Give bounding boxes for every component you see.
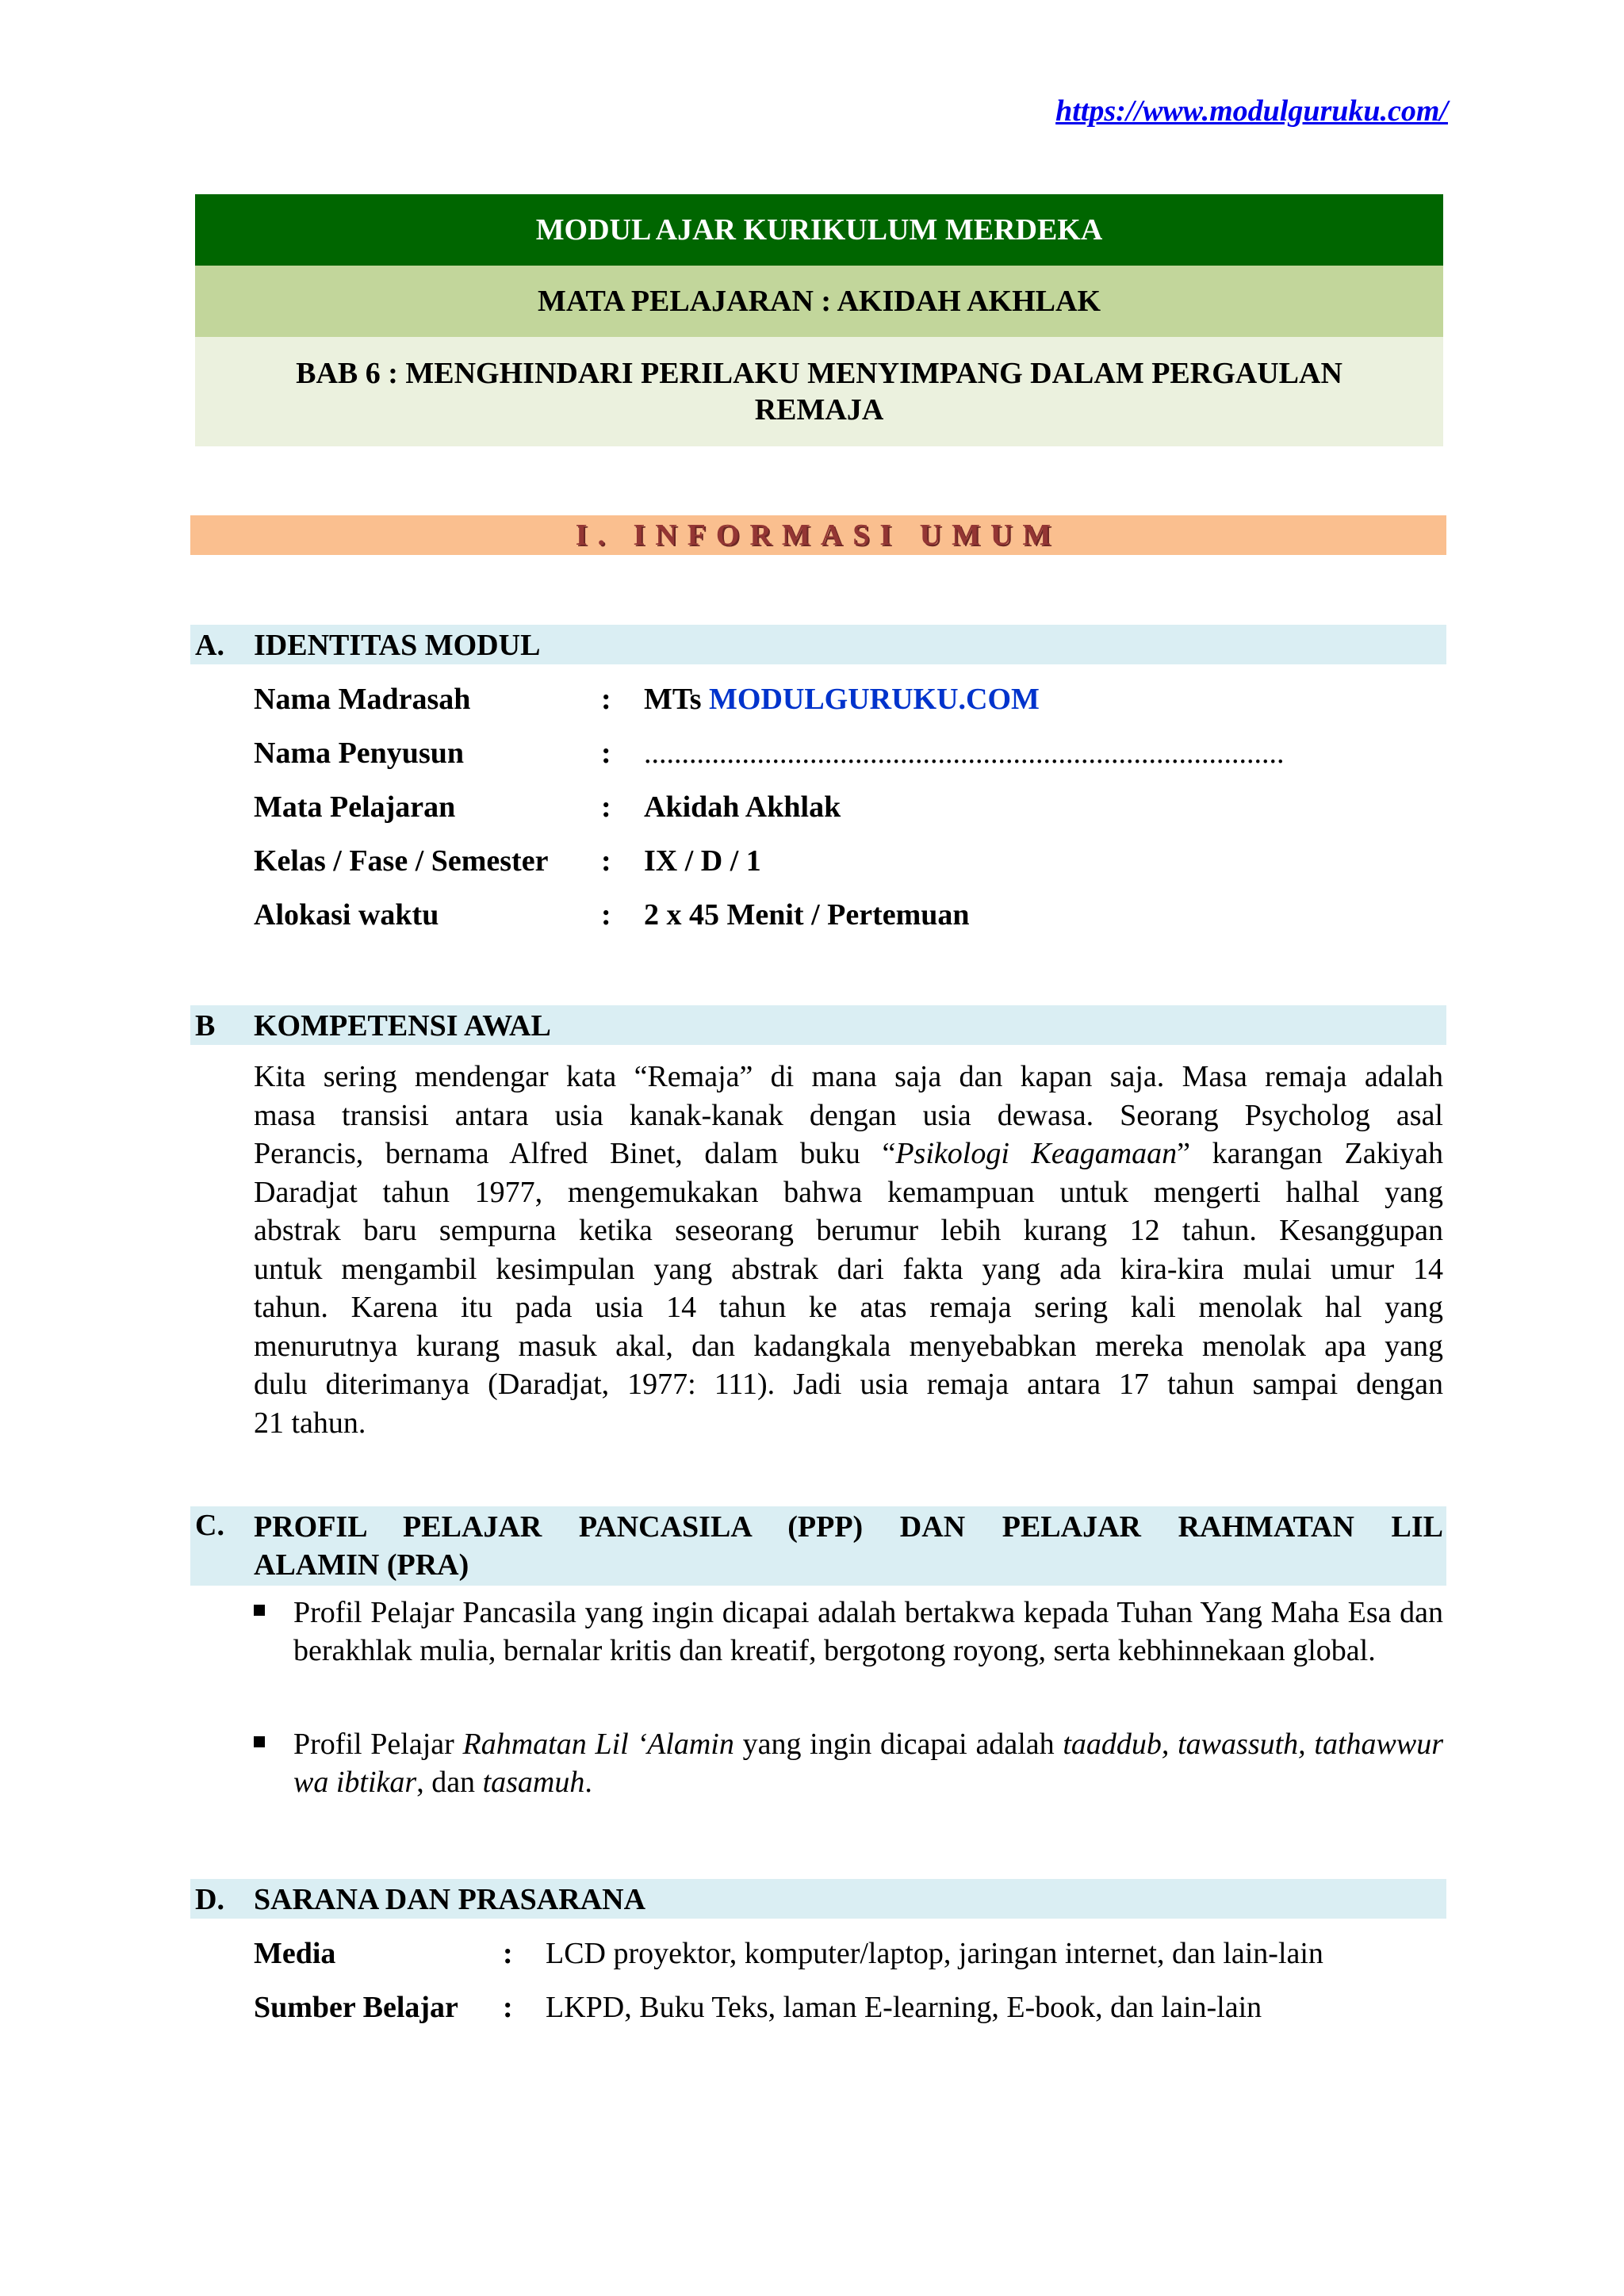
paragraph-fragment: Perancis, bernama Alfred Binet, dalam buku “ — [254, 1137, 896, 1170]
identitas-letter: A. — [195, 629, 224, 662]
paragraph-line — [254, 1135, 1443, 1173]
profil-bullet-rahmatan — [254, 1725, 1443, 1801]
sarana-value-media: LCD proyektor, komputer/laptop, jaringan internet, dan lain-lain — [546, 1937, 1323, 1970]
profil-bullet-pancasila — [254, 1594, 1443, 1670]
identitas-colon: : — [601, 898, 611, 932]
identitas-label: Kelas / Fase / Semester — [254, 844, 549, 878]
bullet-text — [293, 1725, 1443, 1801]
kompetensi-paragraph — [254, 1058, 1443, 1442]
paragraph-line: masa transisi antara usia kanak-kanak dengan usia dewasa. Seorang Psycholog asal — [254, 1098, 1443, 1132]
website-link[interactable]: https://www.modulguruku.com/ — [1055, 94, 1448, 128]
profil-heading — [254, 1508, 1443, 1584]
paragraph-line: 21 tahun. — [254, 1406, 366, 1440]
identitas-colon: : — [601, 683, 611, 716]
bullet-fragment: , dan — [416, 1766, 483, 1799]
madrasah-prefix: MTs — [644, 683, 710, 716]
paragraph-line: untuk mengambil kesimpulan yang abstrak dari fakta yang ada kira-kira mulai umur 14 — [254, 1252, 1443, 1286]
identitas-label: Mata Pelajaran — [254, 790, 456, 824]
square-bullet-icon — [254, 1736, 265, 1747]
identitas-label: Nama Madrasah — [254, 683, 471, 716]
profil-letter: C. — [195, 1509, 224, 1542]
paragraph-line: dulu diterimanya (Daradjat, 1977: 111). Jadi usia remaja antara 17 tahun sampai dengan — [254, 1368, 1443, 1401]
paragraph-line: Daradjat tahun 1977, mengemukakan bahwa kemampuan untuk mengerti halhal yang — [254, 1175, 1443, 1209]
madrasah-name-highlight: MODULGURUKU.COM — [709, 683, 1040, 716]
bullet-fragment: yang ingin dicapai adalah — [733, 1728, 1063, 1761]
sarana-letter: D. — [195, 1883, 224, 1916]
bullet-italic: taaddub, tawassuth, tathawwur wa ibtikar — [293, 1728, 1443, 1799]
identitas-value-kelas: IX / D / 1 — [644, 844, 761, 878]
identitas-label: Alokasi waktu — [254, 898, 439, 932]
sarana-label: Sumber Belajar — [254, 1991, 458, 2024]
sarana-colon: : — [503, 1937, 513, 1970]
sarana-label: Media — [254, 1937, 336, 1970]
profil-heading-line1: PROFIL PELAJAR PANCASILA (PPP) DAN PELAJAR RAHMATAN LIL — [254, 1510, 1443, 1544]
chapter-title-line1: BAB 6 : MENGHINDARI PERILAKU MENYIMPANG DALAM PERGAULAN — [296, 357, 1342, 390]
paragraph-line: menurutnya kurang masuk akal, dan kadangkala menyebabkan mereka menolak apa yang — [254, 1329, 1443, 1363]
identitas-label: Nama Penyusun — [254, 737, 464, 770]
identitas-colon: : — [601, 844, 611, 878]
identitas-colon: : — [601, 737, 611, 770]
bullet-italic: Rahmatan Lil ‘Alamin — [462, 1728, 734, 1761]
chapter-banner — [195, 337, 1443, 446]
section-title-informasi-umum: I. INFORMASI UMUM — [190, 515, 1446, 555]
identitas-value-alokasi: 2 x 45 Menit / Pertemuan — [644, 898, 970, 932]
paragraph-fragment: ” karangan Zakiyah — [1177, 1137, 1443, 1170]
identitas-value-penyusun: ..................................................................................... — [644, 737, 1285, 770]
bullet-fragment: . — [584, 1766, 592, 1799]
identitas-value-madrasah — [644, 682, 1040, 717]
paragraph-line: Kita sering mendengar kata “Remaja” di mana saja dan kapan saja. Masa remaja adalah — [254, 1060, 1443, 1093]
sarana-colon: : — [503, 1991, 513, 2024]
bullet-text: Profil Pelajar Pancasila yang ingin dicapai adalah bertakwa kepada Tuhan Yang Maha Esa dan berakhlak mulia, bernalar kritis dan kreatif, bergotong royong, serta kebhinnekaan global. — [293, 1596, 1443, 1667]
bullet-italic: tasamuh — [482, 1766, 585, 1799]
identitas-value-mapel: Akidah Akhlak — [644, 790, 841, 824]
chapter-title-line2: REMAJA — [754, 393, 884, 427]
identitas-colon: : — [601, 790, 611, 824]
subject-banner: MATA PELAJARAN : AKIDAH AKHLAK — [195, 266, 1443, 337]
kompetensi-heading: KOMPETENSI AWAL — [254, 1009, 551, 1043]
square-bullet-icon — [254, 1605, 265, 1616]
bullet-fragment: Profil Pelajar — [293, 1728, 463, 1761]
book-title: Psikologi Keagamaan — [895, 1137, 1178, 1170]
module-title-banner: MODUL AJAR KURIKULUM MERDEKA — [195, 194, 1443, 266]
kompetensi-letter: B — [195, 1009, 216, 1043]
profil-heading-line2: ALAMIN (PRA) — [254, 1548, 469, 1582]
identitas-heading: IDENTITAS MODUL — [254, 629, 541, 662]
paragraph-line: abstrak baru sempurna ketika seseorang berumur lebih kurang 12 tahun. Kesanggupan — [254, 1214, 1443, 1247]
sarana-value-sumber: LKPD, Buku Teks, laman E-learning, E-book, dan lain-lain — [546, 1991, 1262, 2024]
sarana-heading: SARANA DAN PRASARANA — [254, 1883, 646, 1916]
paragraph-line: tahun. Karena itu pada usia 14 tahun ke atas remaja sering kali menolak hal yang — [254, 1291, 1443, 1324]
